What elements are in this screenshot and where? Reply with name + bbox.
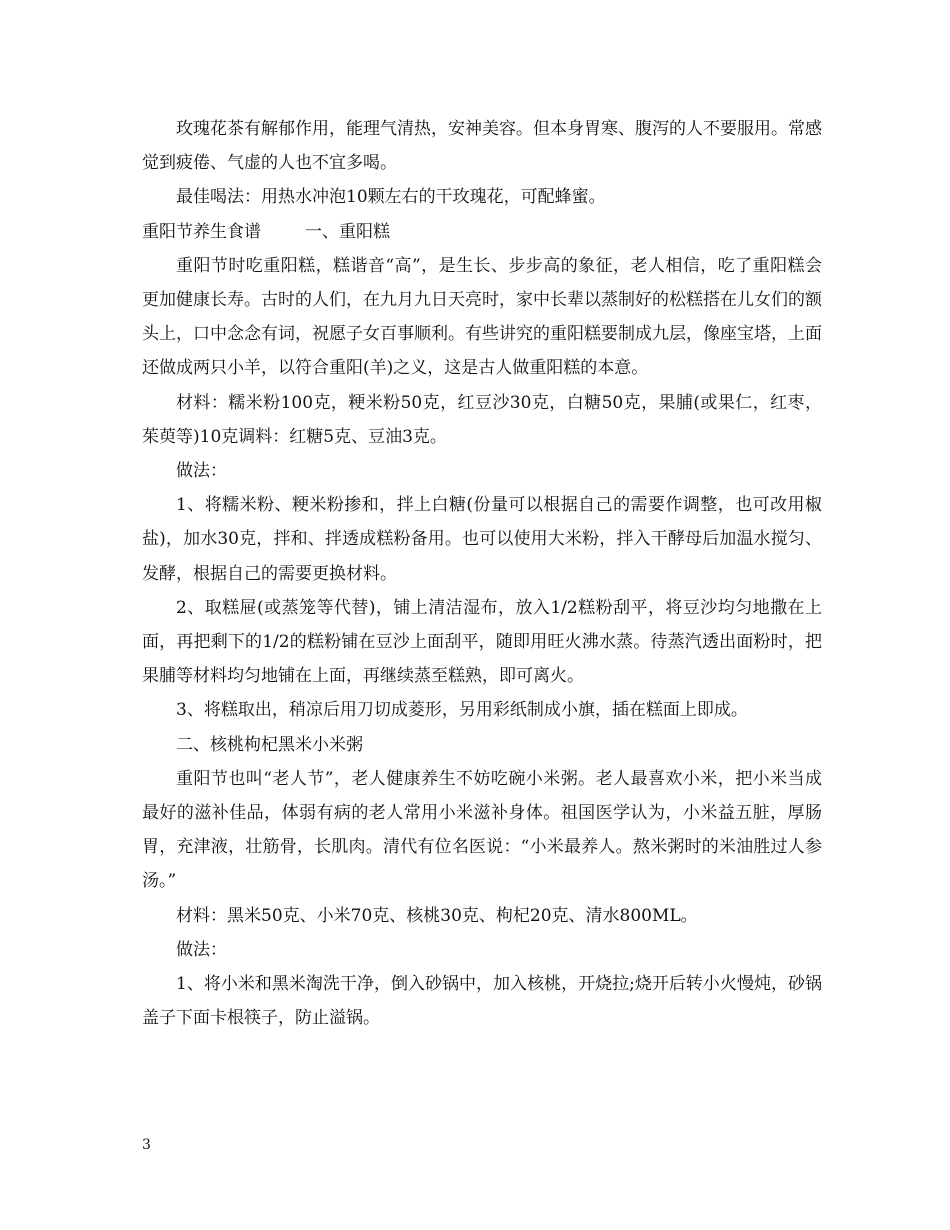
- paragraph-porridge-intro: 重阳节也叫“老人节”，老人健康养生不妨吃碗小米粥。老人最喜欢小米，把小米当成最好的滋补佳品，体弱有病的老人常用小米滋补身体。祖国医学认为，小米益五脏，厚肠胃，充津液，壮筋骨，长肌肉。清代有位名医说：“小米最养人。熬米粥时的米油胜过人参汤。”: [142, 768, 822, 892]
- paragraph-cake-ingredients: 材料：糯米粉100克，粳米粉50克，红豆沙30克，白糖50克，果脯(或果仁，红枣，茱萸等)10克调料：红糖5克、豆油3克。: [142, 392, 822, 447]
- page-number: 3: [142, 1137, 151, 1153]
- section-heading-subtitle: 一、重阳糕: [305, 221, 390, 242]
- paragraph-rose-tea: 玫瑰花茶有解郁作用，能理气清热，安神美容。但本身胃寒、腹泻的人不要服用。常感觉到疲倦、气虚的人也不宜多喝。: [142, 119, 822, 174]
- paragraph-porridge-method-label: 做法：: [176, 939, 227, 960]
- paragraph-cake-method-label: 做法：: [176, 461, 227, 482]
- section-heading: [142, 215, 822, 249]
- paragraph-best-method: 最佳喝法：用热水冲泡10颗左右的干玫瑰花，可配蜂蜜。: [176, 187, 606, 208]
- section-heading-title: 重阳节养生食谱: [142, 221, 261, 242]
- body-text: [142, 112, 822, 1035]
- paragraph-cake-step-3: 3、将糕取出，稍凉后用刀切成菱形，另用彩纸制成小旗，插在糕面上即成。: [176, 700, 748, 721]
- paragraph-porridge-heading: 二、核桃枸杞黑米小米粥: [176, 734, 363, 755]
- paragraph-chongyang-cake-intro: 重阳节时吃重阳糕，糕谐音“高”，是生长、步步高的象征，老人相信，吃了重阳糕会更加健康长寿。古时的人们，在九月九日天亮时，家中长辈以蒸制好的松糕搭在儿女们的额头上，口中念念有词，祝愿子女百事顺利。有些讲究的重阳糕要制成九层，像座宝塔，上面还做成两只小羊，以符合重阳(羊)之义，这是古人做重阳糕的本意。: [142, 255, 822, 379]
- paragraph-cake-step-1: 1、将糯米粉、粳米粉掺和，拌上白糖(份量可以根据自己的需要作调整，也可改用椒盐)，加水30克，拌和、拌透成糕粉备用。也可以使用大米粉，拌入干酵母后加温水搅匀、发酵，根据自己的需要更换材料。: [142, 495, 822, 584]
- paragraph-porridge-ingredients: 材料：黑米50克、小米70克、核桃30克、枸杞20克、清水800ML。: [176, 905, 698, 926]
- paragraph-porridge-step-1: 1、将小米和黑米淘洗干净，倒入砂锅中，加入核桃，开烧拉;烧开后转小火慢炖，砂锅盖子下面卡根筷子，防止溢锅。: [142, 974, 822, 1029]
- paragraph-cake-step-2: 2、取糕屉(或蒸笼等代替)，铺上清洁湿布，放入1/2糕粉刮平，将豆沙均匀地撒在上面，再把剩下的1/2的糕粉铺在豆沙上面刮平，随即用旺火沸水蒸。待蒸汽透出面粉时，把果脯等材料均匀地铺在上面，再继续蒸至糕熟，即可离火。: [142, 597, 822, 687]
